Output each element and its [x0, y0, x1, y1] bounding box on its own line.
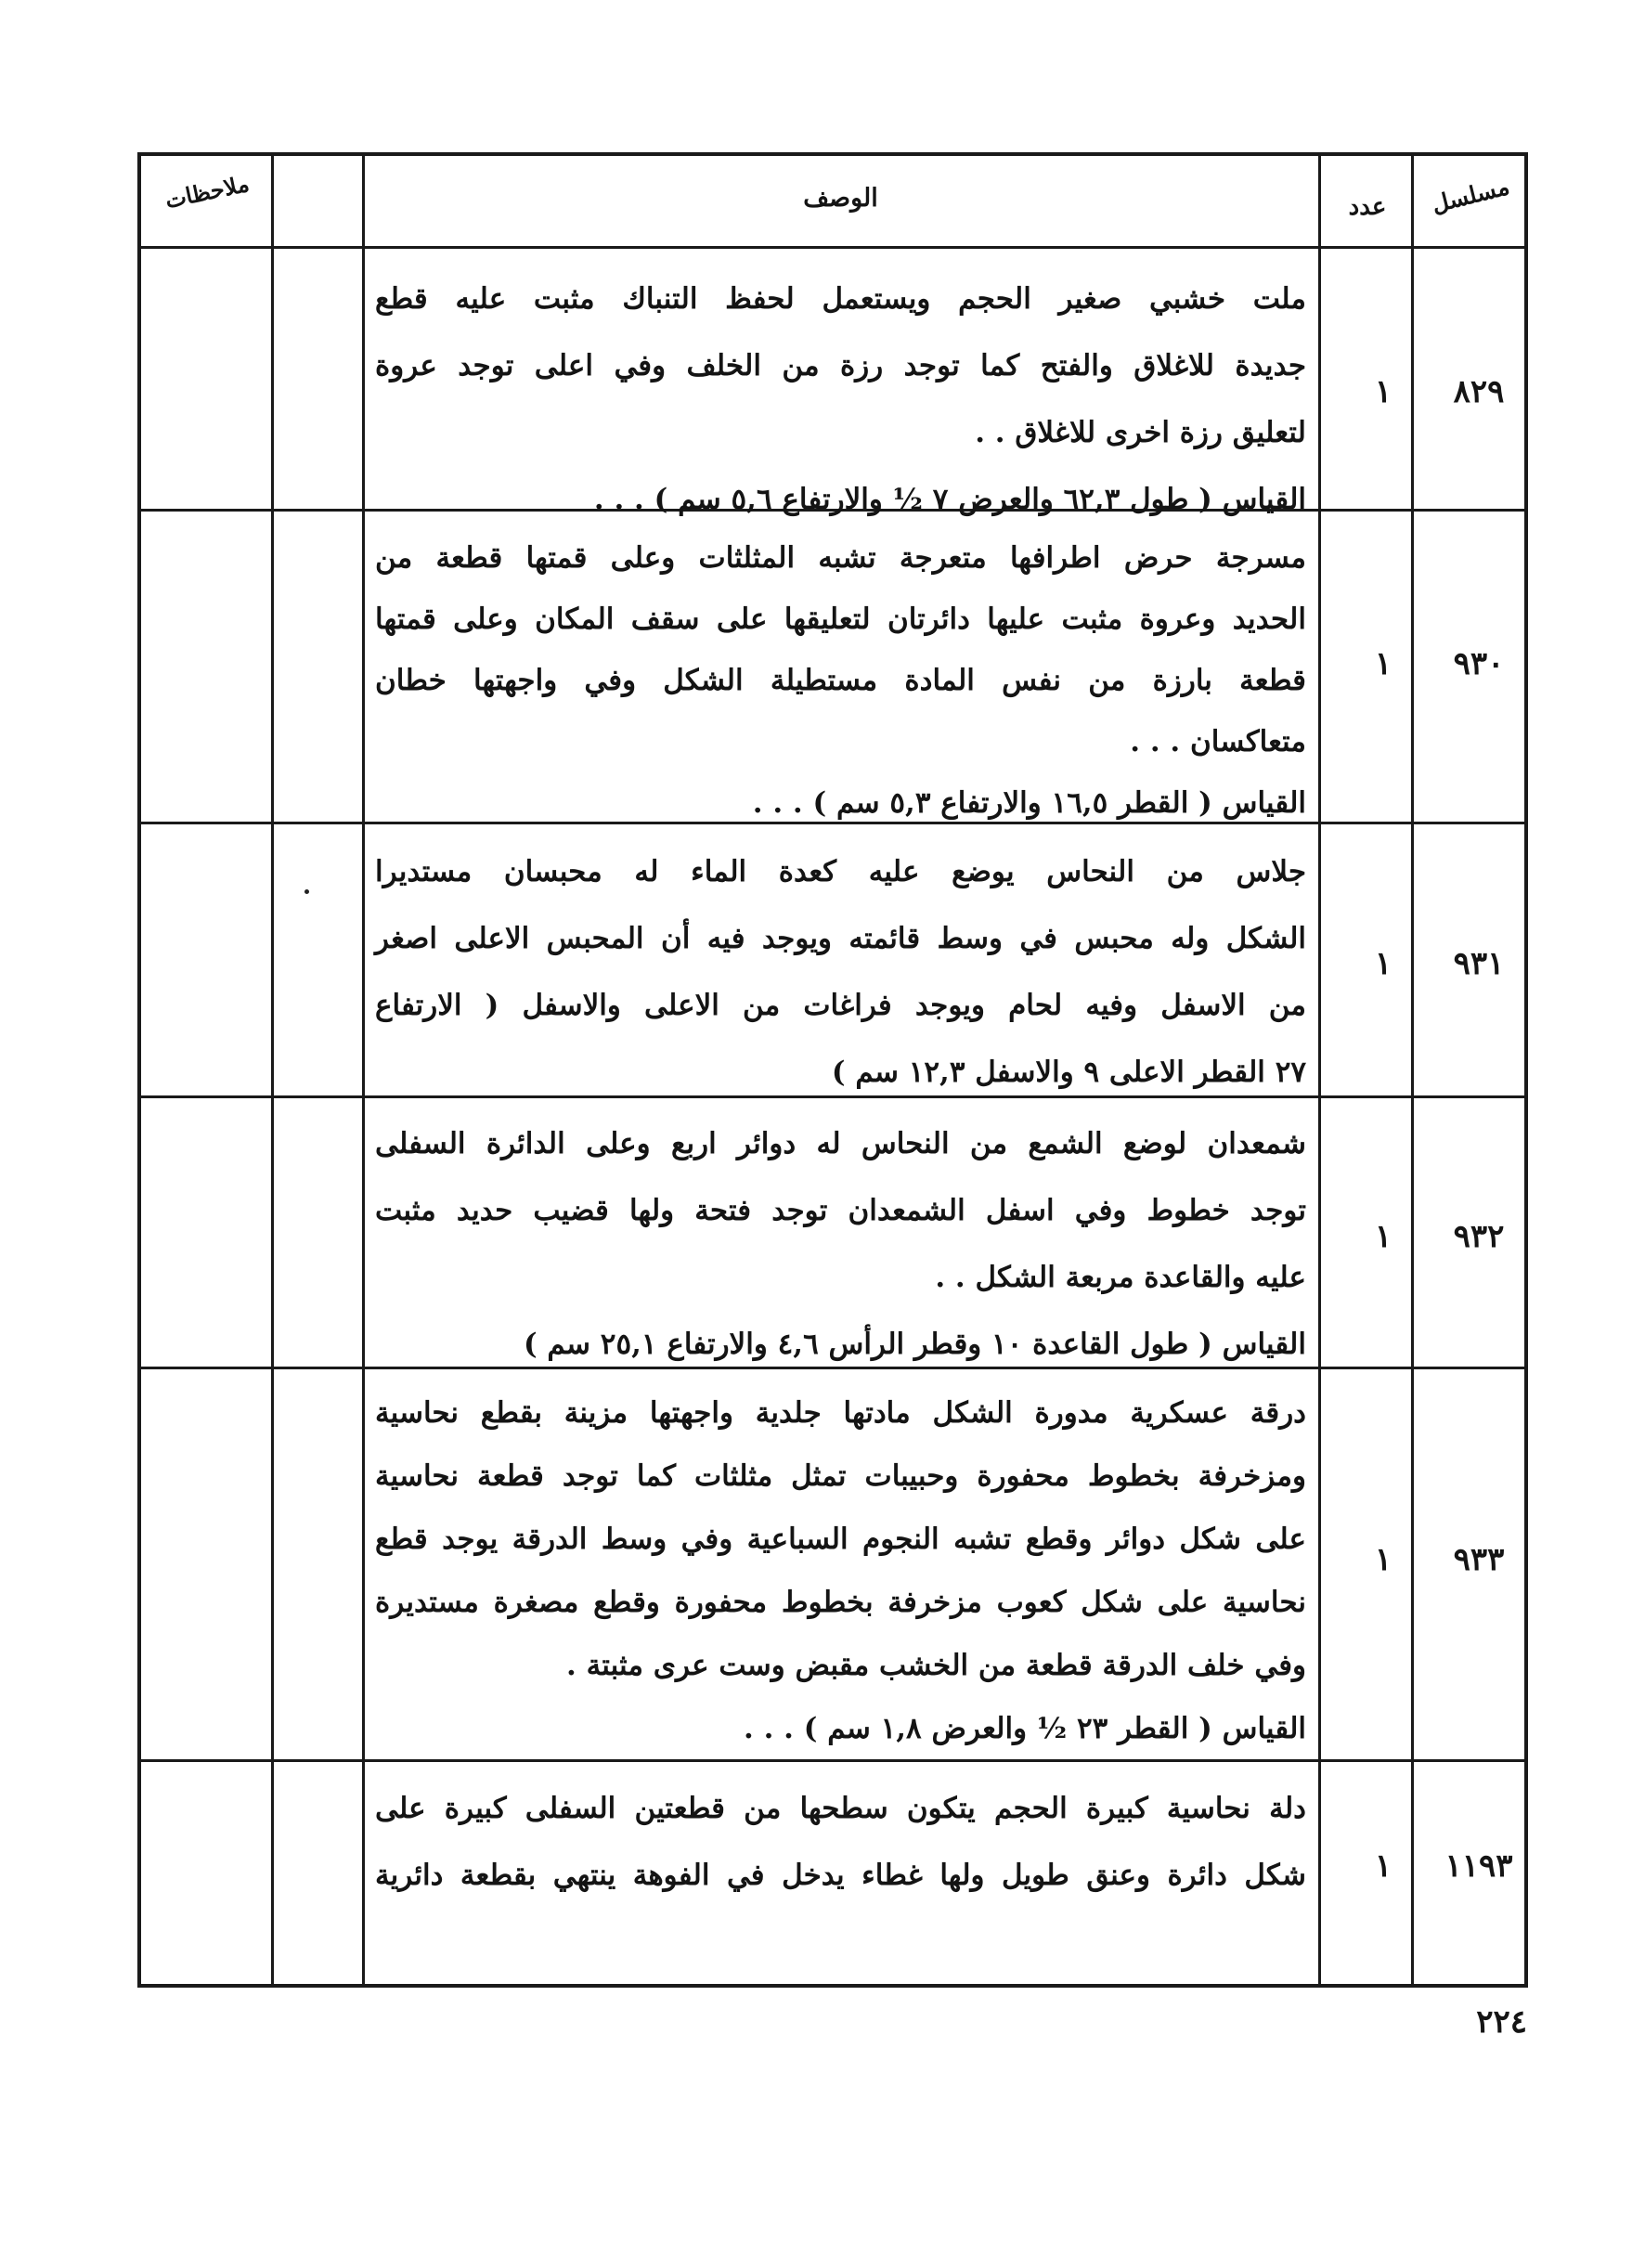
- description-line: عليه والقاعدة مربعة الشكل . .: [935, 1261, 1306, 1294]
- description-line: جديدة للاغلاق والفتح كما توجد رزة من الخلف وفي اعلى توجد عروة: [375, 349, 1306, 382]
- description-line: جلاس من النحاس يوضع عليه كعدة الماء له محبسان مستديرا: [375, 855, 1306, 888]
- row-description: [375, 266, 1306, 533]
- description-line: شمعدان لوضع الشمع من النحاس له دوائر اربع وعلى الدائرة السفلى: [375, 1127, 1306, 1160]
- description-line: القياس ( طول القاعدة ١٠ وقطر الرأس ٤,٦ والارتفاع ٢٥,١ سم ): [523, 1328, 1306, 1361]
- page-number: ٢٢٤: [1476, 2003, 1527, 2041]
- row-description: [375, 1110, 1306, 1378]
- description-line: ومزخرفة بخطوط محفورة وحبيبات تمثل مثلثات كما توجد قطعة نحاسية: [375, 1459, 1306, 1493]
- description-line: القياس ( القطر ١٦,٥ والارتفاع ٥,٣ سم ) . . .: [752, 786, 1306, 820]
- column-divider-notes: [271, 152, 274, 1988]
- description-line: درقة عسكرية مدورة الشكل مادتها جلدية واجهتها مزينة بقطع نحاسية: [375, 1396, 1306, 1430]
- header-serial: مسلسل: [1429, 173, 1512, 218]
- description-line: متعاكسان . . .: [1130, 725, 1306, 758]
- description-line: دلة نحاسية كبيرة الحجم يتكون سطحها من قطعتين السفلى كبيرة على: [375, 1792, 1306, 1825]
- item-count: ١: [1374, 645, 1392, 682]
- description-line: القياس ( القطر ٢٣ ½ والعرض ١,٨ سم ) . . .: [743, 1712, 1306, 1745]
- header-description: الوصف: [803, 184, 878, 213]
- item-serial: ٩٣٢: [1453, 1218, 1505, 1255]
- description-line: ٢٧ القطر الاعلى ٩ والاسفل ١٢,٣ سم ): [831, 1056, 1306, 1089]
- description-line: وفي خلف الدرقة قطعة من الخشب مقبض وست عرى مثبتة .: [566, 1649, 1306, 1682]
- header-count: عدد: [1348, 193, 1387, 221]
- item-count: ١: [1374, 1218, 1392, 1255]
- item-serial: ٨٢٩: [1453, 373, 1505, 410]
- item-serial: ٩٣٠: [1453, 645, 1505, 682]
- description-line: ملت خشبي صغير الحجم ويستعمل لحفظ التنباك مثبت عليه قطع: [375, 282, 1306, 316]
- column-divider-count: [1411, 152, 1414, 1988]
- item-serial: ١١٩٣: [1444, 1847, 1513, 1885]
- column-divider-blank: [362, 152, 365, 1988]
- item-count: ١: [1374, 373, 1392, 410]
- description-line: نحاسية على شكل كعوب مزخرفة بخطوط محفورة وقطع مصغرة مستديرة: [375, 1586, 1306, 1619]
- description-line: توجد خطوط وفي اسفل الشمعدان توجد فتحة ولها قضيب حديد مثبت: [375, 1194, 1306, 1227]
- description-line: القياس ( طول ٦٢,٣ والعرض ٧ ½ والارتفاع ٥,٦ سم ) . . .: [593, 483, 1306, 516]
- description-line: من الاسفل وفيه لحام ويوجد فراغات من الاعلى والاسفل ( الارتفاع: [375, 989, 1306, 1022]
- item-serial: ٩٣١: [1453, 945, 1505, 982]
- row-description: [375, 1775, 1306, 1909]
- item-count: ١: [1374, 1847, 1392, 1885]
- description-line: مسرجة حرض اطرافها متعرجة تشبه المثلثات وعلى قمتها قطعة من: [375, 541, 1306, 575]
- description-line: قطعة بارزة من نفس المادة مستطيلة الشكل وفي واجهتها خطان: [375, 664, 1306, 697]
- column-divider-description: [1318, 152, 1321, 1988]
- row-description: [375, 838, 1306, 1106]
- item-count: ١: [1374, 945, 1392, 982]
- description-line: على شكل دوائر وقطع تشبه النجوم السباعية وفي وسط الدرقة يوجد قطع: [375, 1523, 1306, 1556]
- row-description: [375, 527, 1306, 834]
- header-notes: ملاحظات: [162, 169, 252, 214]
- description-line: لتعليق رزة اخرى للاغلاق . .: [975, 416, 1306, 449]
- header-divider: [137, 246, 1528, 249]
- stray-mark: [304, 889, 309, 894]
- description-line: الحديد وعروة مثبت عليها دائرتان لتعليقها على سقف المكان وعلى قمتها: [375, 603, 1306, 636]
- description-line: الشكل وله محبس في وسط قائمته ويوجد فيه أن المحبس الاعلى اصغر: [375, 922, 1306, 955]
- description-line: شكل دائرة وعنق طويل ولها غطاء يدخل في الفوهة ينتهي بقطعة دائرية: [375, 1859, 1306, 1892]
- item-serial: ٩٣٣: [1453, 1541, 1505, 1578]
- row-description: [375, 1381, 1306, 1760]
- item-count: ١: [1374, 1541, 1392, 1578]
